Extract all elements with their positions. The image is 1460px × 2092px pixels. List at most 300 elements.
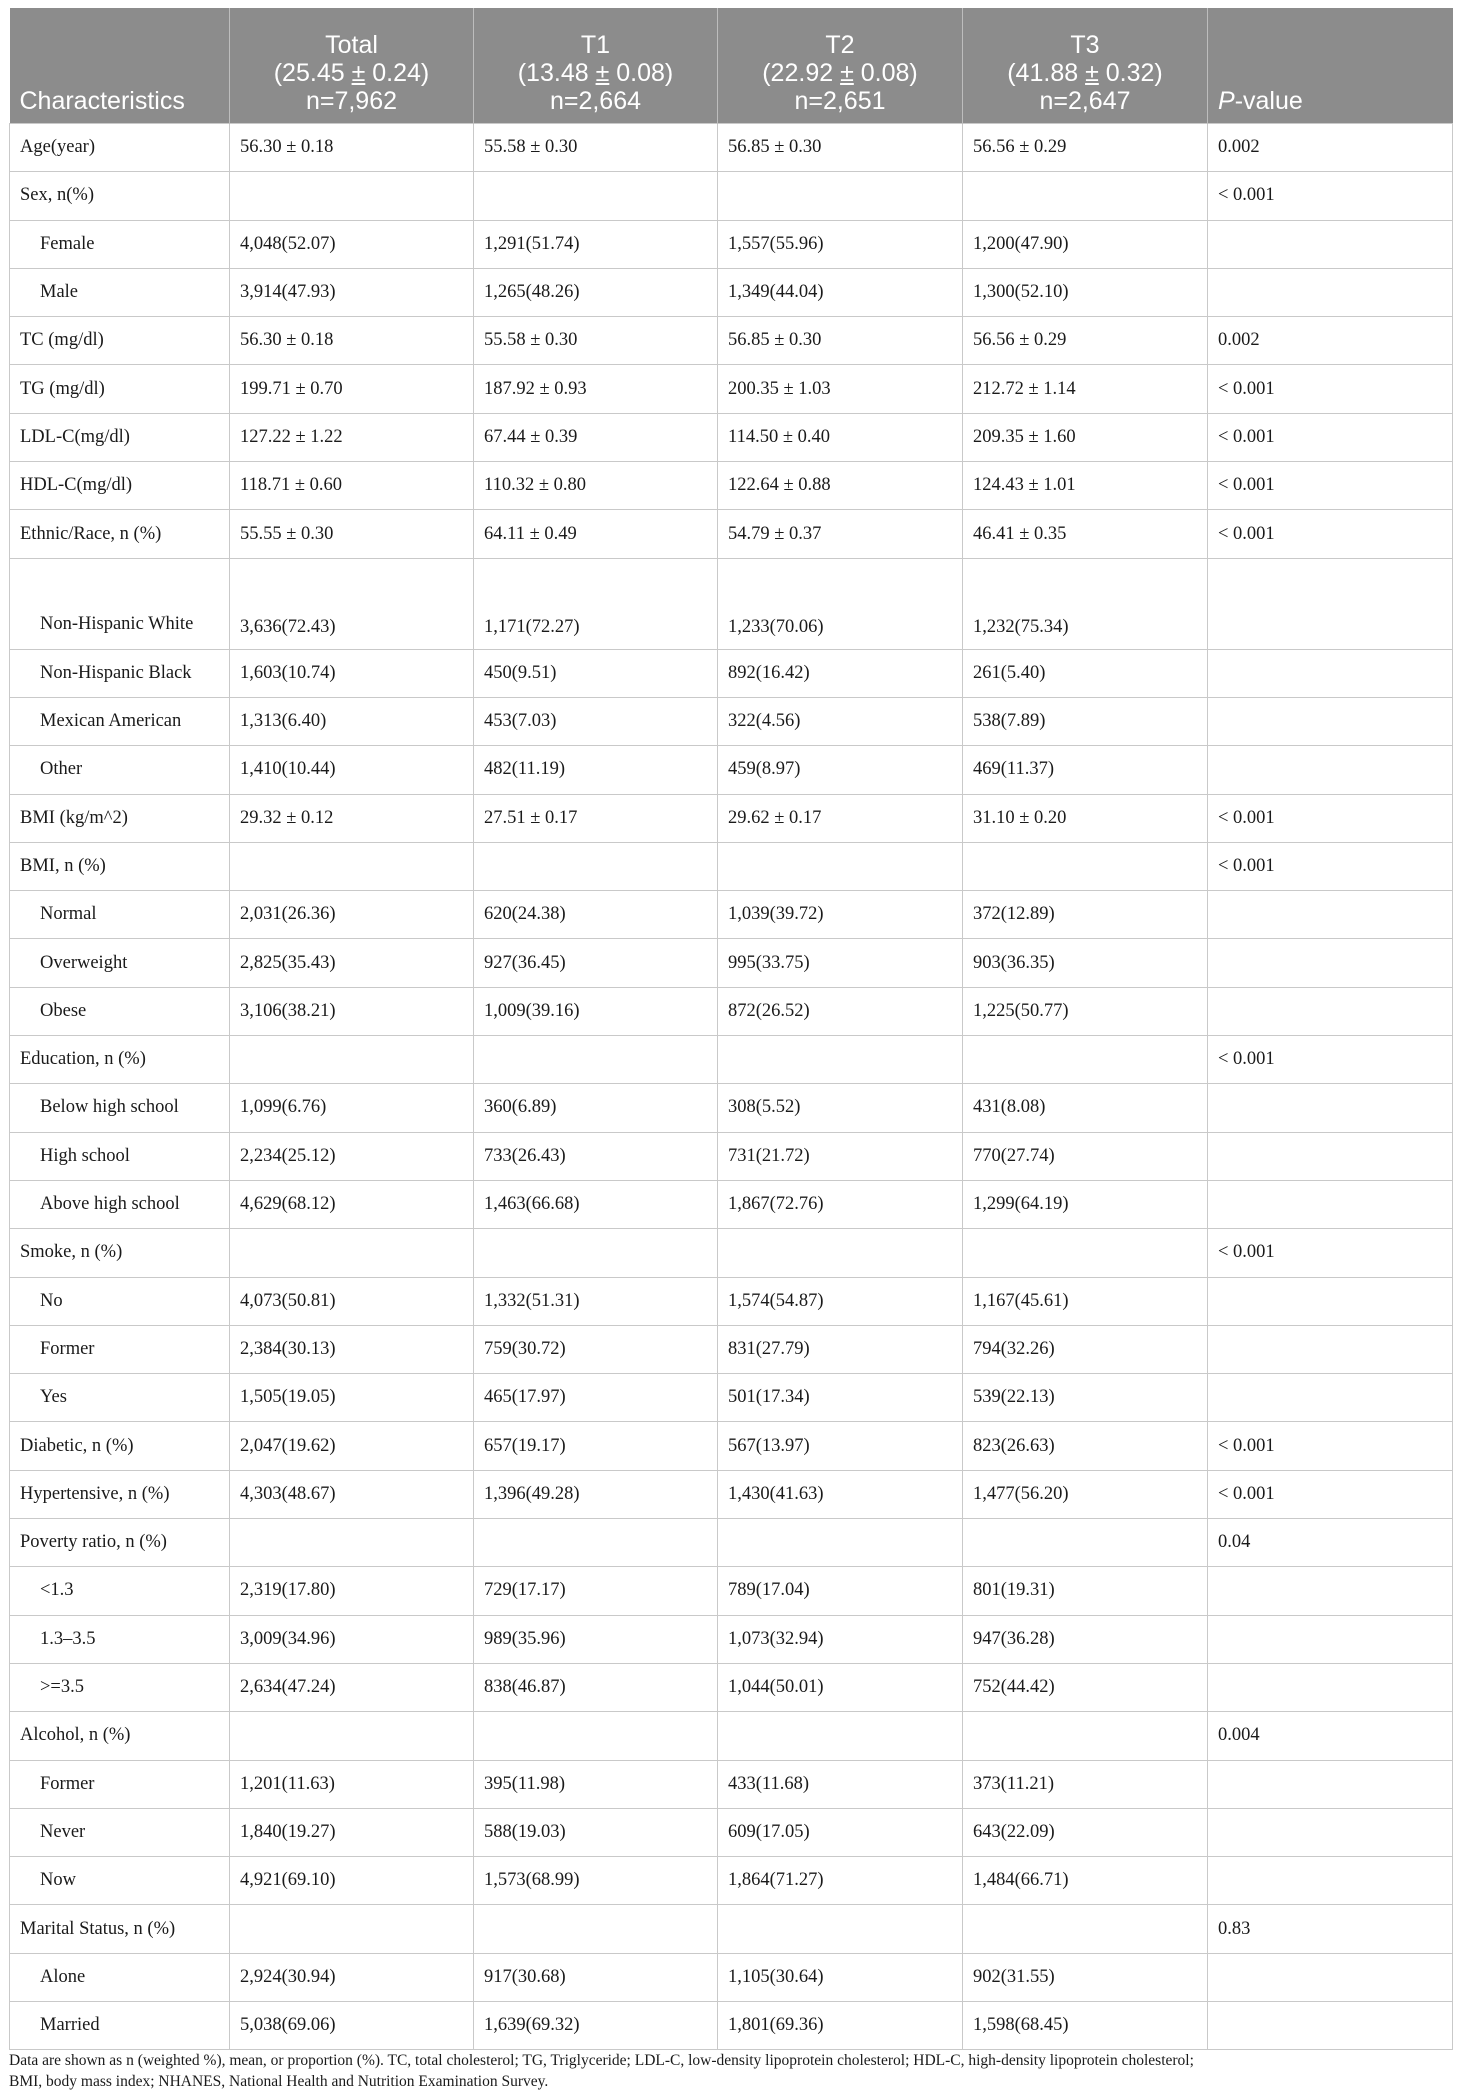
table-body	[10, 124, 1453, 2050]
cell-t2: 501(17.34)	[718, 1374, 963, 1422]
cell-total: 2,825(35.43)	[230, 939, 474, 987]
cell-t1: 657(19.17)	[474, 1422, 718, 1470]
cell-p-value: 0.83	[1208, 1905, 1453, 1953]
cell-p-value	[1208, 649, 1453, 697]
cell-total: 29.32 ± 0.12	[230, 794, 474, 842]
cell-t1: 482(11.19)	[474, 746, 718, 794]
cell-total	[230, 1519, 474, 1567]
cell-p-value	[1208, 1760, 1453, 1808]
cell-t2: 1,073(32.94)	[718, 1615, 963, 1663]
cell-p-value	[1208, 558, 1453, 649]
cell-total: 2,234(25.12)	[230, 1132, 474, 1180]
cell-t1: 450(9.51)	[474, 649, 718, 697]
table-row	[10, 697, 1453, 745]
cell-t1: 1,639(69.32)	[474, 2001, 718, 2049]
cell-p-value	[1208, 1567, 1453, 1615]
range-start: (13.48	[517, 59, 596, 87]
cell-t3: 1,299(64.19)	[963, 1180, 1208, 1228]
cell-t2: 308(5.52)	[718, 1084, 963, 1132]
cell-t3	[963, 1519, 1208, 1567]
cell-t3: 947(36.28)	[963, 1615, 1208, 1663]
cell-characteristic: Education, n (%)	[10, 1036, 230, 1084]
cell-t2: 1,039(39.72)	[718, 891, 963, 939]
cell-t3: 56.56 ± 0.29	[963, 124, 1208, 172]
cell-total: 56.30 ± 0.18	[230, 317, 474, 365]
plus-minus-sign: ±	[595, 59, 610, 87]
cell-characteristic: TC (mg/dl)	[10, 317, 230, 365]
table-row	[10, 558, 1453, 649]
range-start: (41.88	[1007, 59, 1086, 87]
cell-t2	[718, 1712, 963, 1760]
cell-total: 1,603(10.74)	[230, 649, 474, 697]
cell-t2: 609(17.05)	[718, 1808, 963, 1856]
range-start: (22.92	[762, 59, 841, 87]
cell-characteristic: Yes	[10, 1374, 230, 1422]
cell-t1: 1,009(39.16)	[474, 987, 718, 1035]
cell-characteristic: Married	[10, 2001, 230, 2049]
cell-t2	[718, 1229, 963, 1277]
cell-t1: 1,573(68.99)	[474, 1857, 718, 1905]
cell-t3: 902(31.55)	[963, 1953, 1208, 2001]
baseline-characteristics-table	[9, 8, 1452, 2050]
table-row	[10, 172, 1453, 220]
cell-t1: 1,332(51.31)	[474, 1277, 718, 1325]
table-row	[10, 1712, 1453, 1760]
table-row	[10, 1808, 1453, 1856]
table-row	[10, 1036, 1453, 1084]
header-group-name: T3	[1070, 31, 1100, 59]
cell-total: 3,106(38.21)	[230, 987, 474, 1035]
cell-t2: 1,574(54.87)	[718, 1277, 963, 1325]
cell-characteristic: Male	[10, 268, 230, 316]
cell-characteristic: Above high school	[10, 1180, 230, 1228]
cell-p-value	[1208, 1808, 1453, 1856]
cell-characteristic: Female	[10, 220, 230, 268]
cell-total: 3,636(72.43)	[230, 558, 474, 649]
cell-p-value: < 0.001	[1208, 1422, 1453, 1470]
plus-minus-sign: ±	[351, 59, 366, 87]
cell-t1: 27.51 ± 0.17	[474, 794, 718, 842]
cell-p-value	[1208, 1277, 1453, 1325]
table-row	[10, 1132, 1453, 1180]
cell-characteristic: 1.3–3.5	[10, 1615, 230, 1663]
table-row	[10, 462, 1453, 510]
cell-characteristic: Overweight	[10, 939, 230, 987]
cell-total: 4,629(68.12)	[230, 1180, 474, 1228]
cell-t2	[718, 1519, 963, 1567]
cell-t1: 55.58 ± 0.30	[474, 124, 718, 172]
cell-t1: 360(6.89)	[474, 1084, 718, 1132]
cell-p-value: < 0.001	[1208, 510, 1453, 558]
header-group-name: T2	[825, 31, 855, 59]
cell-t3: 1,225(50.77)	[963, 987, 1208, 1035]
cell-total: 4,303(48.67)	[230, 1470, 474, 1518]
cell-total: 3,009(34.96)	[230, 1615, 474, 1663]
cell-characteristic: BMI, n (%)	[10, 842, 230, 890]
cell-t1: 620(24.38)	[474, 891, 718, 939]
cell-t3: 212.72 ± 1.14	[963, 365, 1208, 413]
cell-t3: 1,200(47.90)	[963, 220, 1208, 268]
table-row	[10, 365, 1453, 413]
table-row	[10, 1905, 1453, 1953]
footnote-line-2: BMI, body mass index; NHANES, National Health and Nutrition Examination Survey.	[9, 2073, 549, 2090]
cell-t1: 733(26.43)	[474, 1132, 718, 1180]
cell-t1: 67.44 ± 0.39	[474, 413, 718, 461]
cell-characteristic: Age(year)	[10, 124, 230, 172]
range-end: 0.08)	[609, 59, 674, 87]
cell-t3: 1,484(66.71)	[963, 1857, 1208, 1905]
cell-t3: 46.41 ± 0.35	[963, 510, 1208, 558]
cell-t2: 322(4.56)	[718, 697, 963, 745]
cell-t3: 209.35 ± 1.60	[963, 413, 1208, 461]
cell-total: 56.30 ± 0.18	[230, 124, 474, 172]
cell-p-value	[1208, 1084, 1453, 1132]
cell-t1: 110.32 ± 0.80	[474, 462, 718, 510]
cell-t3: 56.56 ± 0.29	[963, 317, 1208, 365]
cell-total: 2,031(26.36)	[230, 891, 474, 939]
cell-total	[230, 172, 474, 220]
cell-total: 2,047(19.62)	[230, 1422, 474, 1470]
table-row	[10, 891, 1453, 939]
cell-t2: 122.64 ± 0.88	[718, 462, 963, 510]
header-characteristics	[10, 8, 230, 124]
cell-t3: 124.43 ± 1.01	[963, 462, 1208, 510]
table-row	[10, 1084, 1453, 1132]
cell-characteristic: Non-Hispanic White	[10, 558, 230, 649]
table-row	[10, 2001, 1453, 2049]
cell-t1: 1,291(51.74)	[474, 220, 718, 268]
cell-total: 3,914(47.93)	[230, 268, 474, 316]
cell-p-value	[1208, 1325, 1453, 1373]
cell-t3	[963, 1036, 1208, 1084]
cell-characteristic: Sex, n(%)	[10, 172, 230, 220]
cell-t3: 770(27.74)	[963, 1132, 1208, 1180]
table-row	[10, 413, 1453, 461]
cell-p-value	[1208, 746, 1453, 794]
table-row	[10, 794, 1453, 842]
cell-characteristic: >=3.5	[10, 1663, 230, 1711]
cell-t3: 903(36.35)	[963, 939, 1208, 987]
cell-t2: 459(8.97)	[718, 746, 963, 794]
cell-t2: 789(17.04)	[718, 1567, 963, 1615]
cell-total: 199.71 ± 0.70	[230, 365, 474, 413]
cell-characteristic: Normal	[10, 891, 230, 939]
cell-characteristic: TG (mg/dl)	[10, 365, 230, 413]
cell-p-value: < 0.001	[1208, 1470, 1453, 1518]
header-group-name: Total	[325, 31, 378, 59]
cell-t2	[718, 1036, 963, 1084]
cell-t1: 989(35.96)	[474, 1615, 718, 1663]
cell-p-value	[1208, 1953, 1453, 2001]
cell-p-value	[1208, 1180, 1453, 1228]
table-row	[10, 510, 1453, 558]
header-row	[10, 8, 1453, 124]
cell-total: 2,384(30.13)	[230, 1325, 474, 1373]
cell-characteristic: Alcohol, n (%)	[10, 1712, 230, 1760]
table-row	[10, 939, 1453, 987]
header-group-n: n=2,651	[794, 87, 886, 115]
cell-t3: 752(44.42)	[963, 1663, 1208, 1711]
plus-minus-sign: ±	[840, 59, 854, 87]
cell-total: 1,313(6.40)	[230, 697, 474, 745]
cell-t3: 539(22.13)	[963, 1374, 1208, 1422]
table-footnote	[9, 2050, 1452, 2092]
cell-t3: 372(12.89)	[963, 891, 1208, 939]
cell-t2: 1,557(55.96)	[718, 220, 963, 268]
cell-t2: 1,801(69.36)	[718, 2001, 963, 2049]
cell-characteristic: No	[10, 1277, 230, 1325]
cell-t3: 1,167(45.61)	[963, 1277, 1208, 1325]
cell-t1: 187.92 ± 0.93	[474, 365, 718, 413]
cell-t1: 453(7.03)	[474, 697, 718, 745]
cell-p-value: < 0.001	[1208, 462, 1453, 510]
cell-total: 55.55 ± 0.30	[230, 510, 474, 558]
range-end: 0.24)	[365, 59, 430, 87]
cell-characteristic: HDL-C(mg/dl)	[10, 462, 230, 510]
cell-characteristic: Diabetic, n (%)	[10, 1422, 230, 1470]
table-row	[10, 1470, 1453, 1518]
cell-t1: 588(19.03)	[474, 1808, 718, 1856]
cell-characteristic: <1.3	[10, 1567, 230, 1615]
cell-total: 127.22 ± 1.22	[230, 413, 474, 461]
table-row	[10, 746, 1453, 794]
header-group-n: n=2,647	[1039, 87, 1131, 115]
cell-t1: 838(46.87)	[474, 1663, 718, 1711]
cell-t2: 1,864(71.27)	[718, 1857, 963, 1905]
cell-p-value	[1208, 939, 1453, 987]
header-characteristics-label: Characteristics	[19, 87, 185, 115]
cell-t2: 995(33.75)	[718, 939, 963, 987]
cell-t2: 1,349(44.04)	[718, 268, 963, 316]
cell-total	[230, 1229, 474, 1277]
cell-p-value: 0.002	[1208, 124, 1453, 172]
cell-t1: 1,396(49.28)	[474, 1470, 718, 1518]
cell-t2: 567(13.97)	[718, 1422, 963, 1470]
cell-p-value: < 0.001	[1208, 365, 1453, 413]
table-row	[10, 268, 1453, 316]
cell-t2: 831(27.79)	[718, 1325, 963, 1373]
cell-t2	[718, 1905, 963, 1953]
table-row	[10, 649, 1453, 697]
cell-t1: 917(30.68)	[474, 1953, 718, 2001]
cell-t2: 1,867(72.76)	[718, 1180, 963, 1228]
cell-t2: 433(11.68)	[718, 1760, 963, 1808]
table-row	[10, 1374, 1453, 1422]
cell-characteristic: Below high school	[10, 1084, 230, 1132]
table-row	[10, 1760, 1453, 1808]
cell-characteristic: Former	[10, 1325, 230, 1373]
cell-p-value	[1208, 1615, 1453, 1663]
cell-total	[230, 1905, 474, 1953]
cell-t3: 31.10 ± 0.20	[963, 794, 1208, 842]
header-t3	[963, 8, 1208, 124]
cell-t1: 395(11.98)	[474, 1760, 718, 1808]
cell-total: 2,319(17.80)	[230, 1567, 474, 1615]
cell-t3	[963, 1229, 1208, 1277]
cell-p-value: < 0.001	[1208, 1229, 1453, 1277]
range-end: 0.08)	[853, 59, 918, 87]
cell-t1	[474, 172, 718, 220]
table-row	[10, 220, 1453, 268]
cell-t2	[718, 842, 963, 890]
cell-p-value: < 0.001	[1208, 842, 1453, 890]
cell-t1	[474, 842, 718, 890]
header-group-name: T1	[580, 31, 611, 59]
cell-p-value	[1208, 1374, 1453, 1422]
cell-t2: 29.62 ± 0.17	[718, 794, 963, 842]
cell-p-value	[1208, 220, 1453, 268]
cell-t2: 1,105(30.64)	[718, 1953, 963, 2001]
cell-t3	[963, 1905, 1208, 1953]
table-row	[10, 1277, 1453, 1325]
cell-t2: 1,430(41.63)	[718, 1470, 963, 1518]
cell-t3: 469(11.37)	[963, 746, 1208, 794]
cell-t2: 731(21.72)	[718, 1132, 963, 1180]
cell-t2: 114.50 ± 0.40	[718, 413, 963, 461]
cell-t1: 927(36.45)	[474, 939, 718, 987]
table-row	[10, 1567, 1453, 1615]
table-row	[10, 1953, 1453, 2001]
header-group-range	[971, 59, 1199, 87]
cell-characteristic: High school	[10, 1132, 230, 1180]
cell-p-value	[1208, 268, 1453, 316]
header-group-range	[726, 59, 954, 87]
cell-characteristic: Alone	[10, 1953, 230, 2001]
cell-t2: 1,044(50.01)	[718, 1663, 963, 1711]
cell-t1: 1,171(72.27)	[474, 558, 718, 649]
header-group-n: n=7,962	[305, 87, 398, 115]
table-row	[10, 1857, 1453, 1905]
cell-total: 1,099(6.76)	[230, 1084, 474, 1132]
cell-total: 1,840(19.27)	[230, 1808, 474, 1856]
cell-t2: 872(26.52)	[718, 987, 963, 1035]
cell-t3	[963, 1712, 1208, 1760]
header-group-range	[482, 59, 709, 87]
cell-t1: 1,265(48.26)	[474, 268, 718, 316]
cell-t1: 64.11 ± 0.49	[474, 510, 718, 558]
cell-characteristic: Ethnic/Race, n (%)	[10, 510, 230, 558]
cell-p-value	[1208, 987, 1453, 1035]
cell-t1	[474, 1712, 718, 1760]
cell-p-value: 0.004	[1208, 1712, 1453, 1760]
cell-p-value	[1208, 697, 1453, 745]
cell-t1: 465(17.97)	[474, 1374, 718, 1422]
cell-p-value: < 0.001	[1208, 1036, 1453, 1084]
cell-total: 1,201(11.63)	[230, 1760, 474, 1808]
range-end: 0.32)	[1098, 59, 1163, 87]
cell-t1: 729(17.17)	[474, 1567, 718, 1615]
cell-t3: 373(11.21)	[963, 1760, 1208, 1808]
cell-characteristic: Mexican American	[10, 697, 230, 745]
cell-t2: 1,233(70.06)	[718, 558, 963, 649]
cell-total: 4,921(69.10)	[230, 1857, 474, 1905]
header-t2	[718, 8, 963, 124]
table-row	[10, 1325, 1453, 1373]
cell-t2: 56.85 ± 0.30	[718, 124, 963, 172]
header-total	[230, 8, 474, 124]
cell-t3: 538(7.89)	[963, 697, 1208, 745]
cell-total: 2,634(47.24)	[230, 1663, 474, 1711]
cell-total: 1,410(10.44)	[230, 746, 474, 794]
cell-p-value	[1208, 1132, 1453, 1180]
cell-characteristic: Smoke, n (%)	[10, 1229, 230, 1277]
data-table	[9, 8, 1453, 2050]
header-p-letter: P	[1218, 87, 1235, 115]
table-row	[10, 1422, 1453, 1470]
table-row	[10, 842, 1453, 890]
cell-total: 5,038(69.06)	[230, 2001, 474, 2049]
cell-total	[230, 1712, 474, 1760]
cell-t3: 431(8.08)	[963, 1084, 1208, 1132]
cell-total: 2,924(30.94)	[230, 1953, 474, 2001]
table-row	[10, 1180, 1453, 1228]
cell-p-value	[1208, 1663, 1453, 1711]
cell-total	[230, 842, 474, 890]
cell-t1	[474, 1229, 718, 1277]
cell-t2: 54.79 ± 0.37	[718, 510, 963, 558]
cell-p-value: 0.002	[1208, 317, 1453, 365]
cell-t2	[718, 172, 963, 220]
cell-total: 118.71 ± 0.60	[230, 462, 474, 510]
table-row	[10, 1519, 1453, 1567]
cell-total: 4,048(52.07)	[230, 220, 474, 268]
cell-characteristic: Now	[10, 1857, 230, 1905]
cell-p-value	[1208, 2001, 1453, 2049]
cell-t1	[474, 1036, 718, 1084]
cell-t1	[474, 1519, 718, 1567]
table-row	[10, 1663, 1453, 1711]
cell-t1	[474, 1905, 718, 1953]
cell-total: 1,505(19.05)	[230, 1374, 474, 1422]
cell-total: 4,073(50.81)	[230, 1277, 474, 1325]
cell-t1: 55.58 ± 0.30	[474, 317, 718, 365]
cell-t2: 56.85 ± 0.30	[718, 317, 963, 365]
cell-characteristic: Poverty ratio, n (%)	[10, 1519, 230, 1567]
header-p-value	[1208, 8, 1453, 124]
cell-t3: 1,232(75.34)	[963, 558, 1208, 649]
cell-p-value: < 0.001	[1208, 413, 1453, 461]
cell-characteristic: Hypertensive, n (%)	[10, 1470, 230, 1518]
cell-t1: 759(30.72)	[474, 1325, 718, 1373]
cell-t3: 1,598(68.45)	[963, 2001, 1208, 2049]
cell-p-value: < 0.001	[1208, 794, 1453, 842]
cell-characteristic: Marital Status, n (%)	[10, 1905, 230, 1953]
cell-characteristic: Non-Hispanic Black	[10, 649, 230, 697]
cell-p-value: < 0.001	[1208, 172, 1453, 220]
header-p-rest: -value	[1234, 87, 1303, 115]
cell-p-value: 0.04	[1208, 1519, 1453, 1567]
cell-total	[230, 1036, 474, 1084]
table-header	[10, 8, 1453, 124]
table-row	[10, 1615, 1453, 1663]
table-row	[10, 987, 1453, 1035]
cell-characteristic: BMI (kg/m^2)	[10, 794, 230, 842]
cell-t2: 200.35 ± 1.03	[718, 365, 963, 413]
footnote-line-1: Data are shown as n (weighted %), mean, or proportion (%). TC, total cholesterol; TG, Triglyceride; LDL-C, low-density lipoprotein cholesterol; HDL-C, high-density lipoprotein cholesterol;	[9, 2052, 1194, 2069]
table-row	[10, 124, 1453, 172]
header-t1	[474, 8, 718, 124]
cell-p-value	[1208, 1857, 1453, 1905]
cell-t3: 823(26.63)	[963, 1422, 1208, 1470]
cell-t3	[963, 172, 1208, 220]
cell-characteristic: Never	[10, 1808, 230, 1856]
cell-t3: 1,477(56.20)	[963, 1470, 1208, 1518]
cell-t2: 892(16.42)	[718, 649, 963, 697]
cell-t1: 1,463(66.68)	[474, 1180, 718, 1228]
cell-t3: 801(19.31)	[963, 1567, 1208, 1615]
cell-t3: 261(5.40)	[963, 649, 1208, 697]
cell-characteristic: Obese	[10, 987, 230, 1035]
